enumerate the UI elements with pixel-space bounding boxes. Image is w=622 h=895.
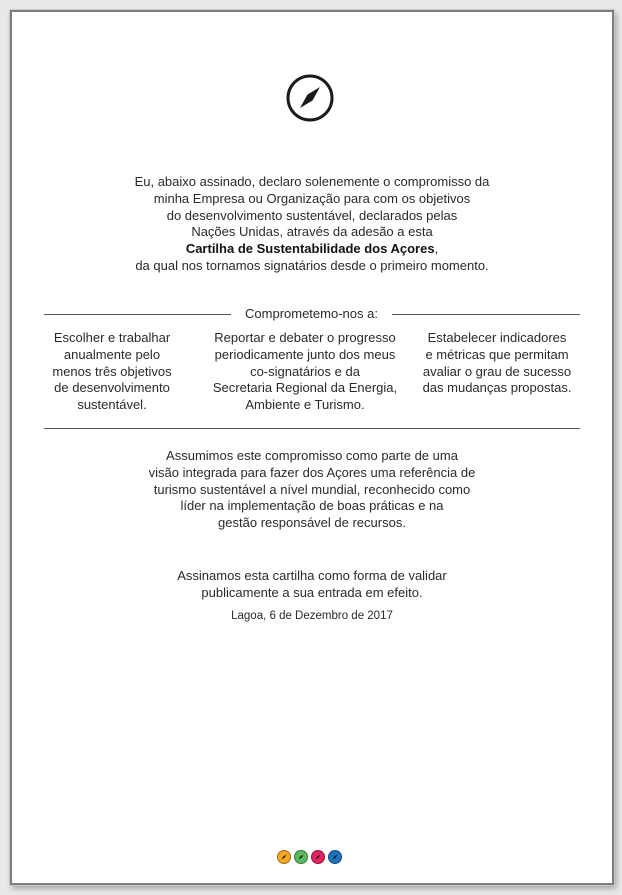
compass-icon-blue — [328, 850, 342, 864]
declaration-line: minha Empresa ou Organização para com os objetivos — [153, 190, 471, 206]
commitment-paragraph-line: gestão responsável de recursos. — [218, 515, 406, 531]
commitment-column-2 — [200, 330, 410, 414]
commitment-line: Secretaria Regional da Energia, — [212, 380, 398, 396]
declaration-line: da qual nos tornamos signatários desde o primeiro momento. — [135, 257, 489, 273]
commitment-line: co-signatários e da — [250, 363, 360, 379]
commitment-line: sustentável. — [77, 397, 147, 413]
declaration-line: Nações Unidas, através da adesão a esta — [191, 224, 433, 240]
charter-name-line — [52, 241, 572, 258]
charter-page — [10, 10, 614, 885]
compass-icon-green — [294, 850, 308, 864]
place-date: Lagoa, 6 de Dezembro de 2017 — [231, 610, 393, 622]
compass-icon-orange — [277, 850, 291, 864]
commitment-column-1 — [42, 330, 182, 414]
commitment-line: das mudanças propostas. — [422, 380, 572, 396]
commitments-heading-row — [44, 306, 580, 322]
commitment-line: periodicamente junto dos meus — [214, 346, 396, 362]
signature-line: publicamente a sua entrada em efeito. — [201, 584, 423, 600]
charter-name-suffix: , — [434, 241, 439, 257]
declaration-line: do desenvolvimento sustentável, declarados pelas — [166, 207, 458, 223]
commitment-paragraph-line: líder na implementação de boas práticas e na — [180, 498, 444, 514]
commitment-line: Ambiente e Turismo. — [245, 397, 365, 413]
commitments-heading: Comprometemo-nos a: — [245, 306, 378, 321]
commitment-line: Reportar e debater o progresso — [214, 330, 396, 345]
commitment-line: Escolher e trabalhar — [53, 330, 171, 345]
commitment-paragraph-line: turismo sustentável a nível mundial, reconhecido como — [153, 481, 471, 497]
commitment-line: de desenvolvimento — [54, 380, 170, 396]
divider-left — [44, 314, 231, 315]
commitment-line: menos três objetivos — [52, 363, 172, 379]
section-divider — [44, 428, 580, 429]
commitment-line: Estabelecer indicadores — [427, 330, 567, 345]
commitment-paragraph — [52, 448, 572, 532]
compass-icon-red — [311, 850, 325, 864]
commitment-line: e métricas que permitam — [425, 346, 569, 362]
declaration-paragraph — [52, 174, 572, 275]
commitment-line: anualmente pelo — [63, 346, 161, 362]
commitment-paragraph-line: visão integrada para fazer dos Açores uma referência de — [148, 464, 476, 480]
footer-logos — [277, 850, 342, 864]
commitment-column-3 — [417, 330, 577, 397]
signature-line: Assinamos esta cartilha como forma de validar — [177, 568, 447, 583]
charter-name: Cartilha de Sustentabilidade dos Açores — [185, 241, 435, 257]
divider-right — [392, 314, 580, 315]
commitment-paragraph-line: Assumimos este compromisso como parte de uma — [166, 448, 458, 463]
commitment-line: avaliar o grau de sucesso — [422, 363, 572, 379]
compass-icon — [284, 72, 336, 124]
signature-paragraph — [52, 568, 572, 602]
declaration-line: Eu, abaixo assinado, declaro solenemente o compromisso da — [134, 174, 490, 189]
